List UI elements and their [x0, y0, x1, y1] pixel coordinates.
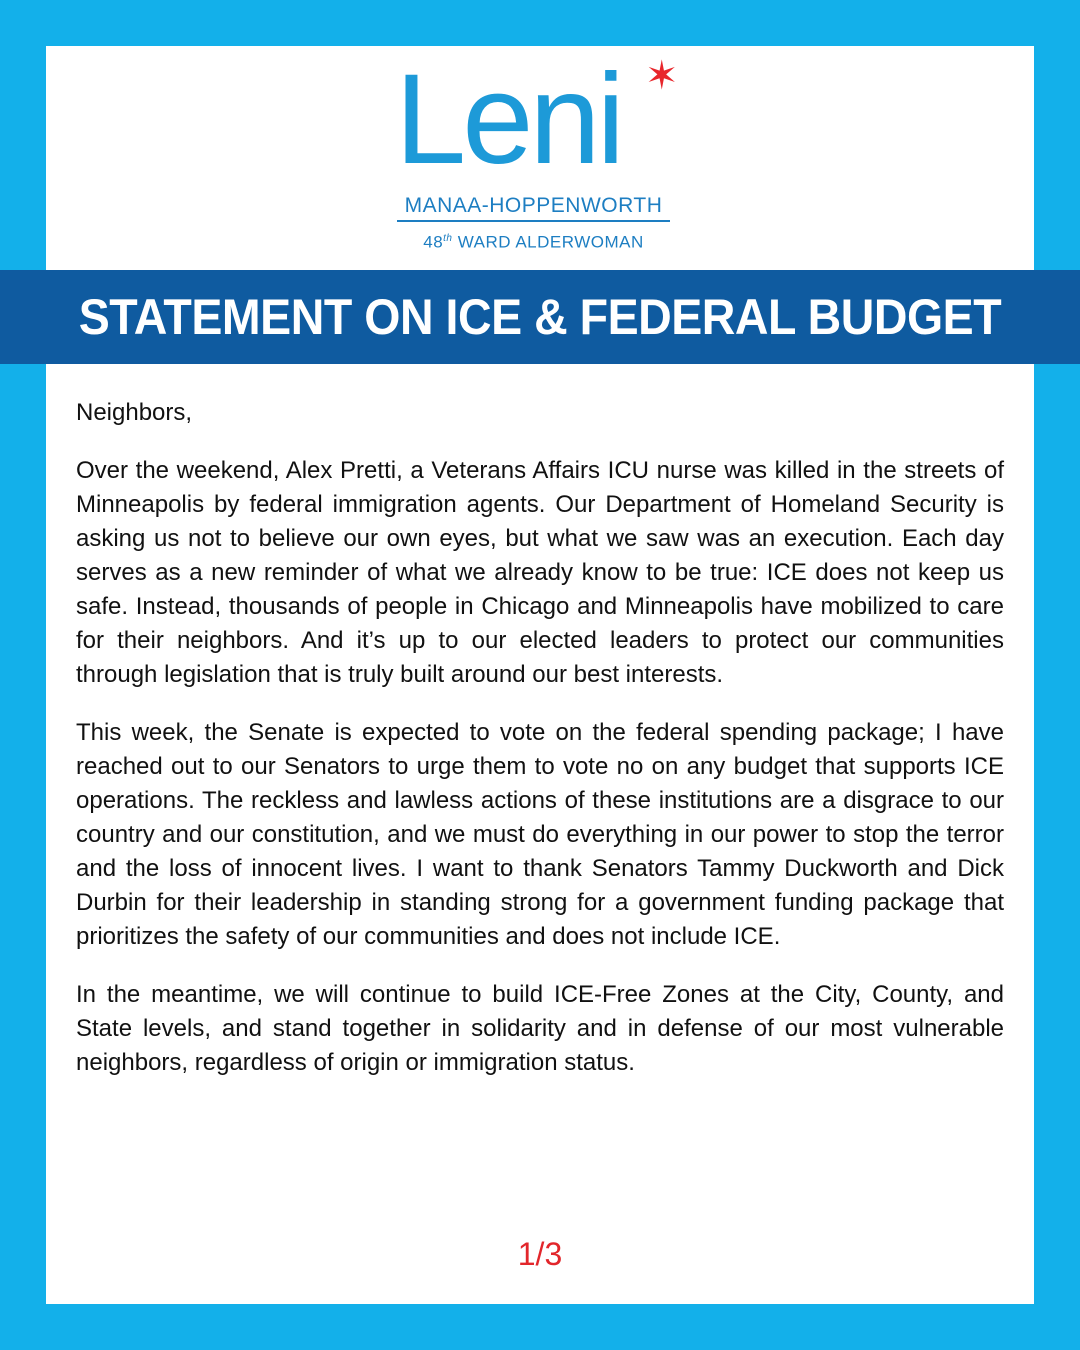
campaign-logo	[395, 48, 685, 260]
logo-name: Leni	[395, 48, 621, 191]
statement-body	[76, 396, 1004, 1104]
role-text: WARD ALDERWOMAN	[457, 232, 644, 252]
ward-number: 48	[423, 232, 444, 252]
greeting: Neighbors,	[76, 399, 193, 426]
paragraph: In the meantime, we will continue to build ICE-Free Zones at the City, County, and State levels, and stand together in solidarity and in defense of our most vulnerable neighbors, regardless of origin or immigration status.	[76, 981, 1004, 1076]
paragraph: This week, the Senate is expected to vote on the federal spending package; I have reached out to our Senators to urge them to vote no on any budget that supports ICE operations. The reckless and lawless actions of these institutions are a disgrace to our country and our constitution, and we must do everything in our power to stop the terror and the loss of innocent lives. I want to thank Senators Tammy Duckworth and Dick Durbin for their leadership in standing strong for a government funding package that prioritizes the safety of our communities and does not include ICE.	[76, 719, 1004, 950]
logo-role	[397, 228, 670, 252]
paragraph: Over the weekend, Alex Pretti, a Veterans Affairs ICU nurse was killed in the streets of Minneapolis by federal immigration agents. Our Department of Homeland Security is asking us not to believe our own eyes, but what we saw was an execution. Each day serves as a new reminder of what we already know to be true: ICE does not keep us safe. Instead, thousands of people in Chicago and Minneapolis have mobilized to care for their neighbors. And it’s up to our elected leaders to protect our communities through legislation that is truly built around our best interests.	[76, 457, 1004, 688]
chicago-star-icon: ✶	[645, 54, 679, 98]
ward-suffix: th	[443, 233, 453, 244]
page-indicator: 1/3	[517, 1236, 563, 1272]
title-banner	[0, 270, 1080, 364]
logo-surname: MANAA-HOPPENWORTH	[397, 194, 670, 222]
page-title: STATEMENT ON ICE & FEDERAL BUDGET	[78, 289, 1002, 345]
